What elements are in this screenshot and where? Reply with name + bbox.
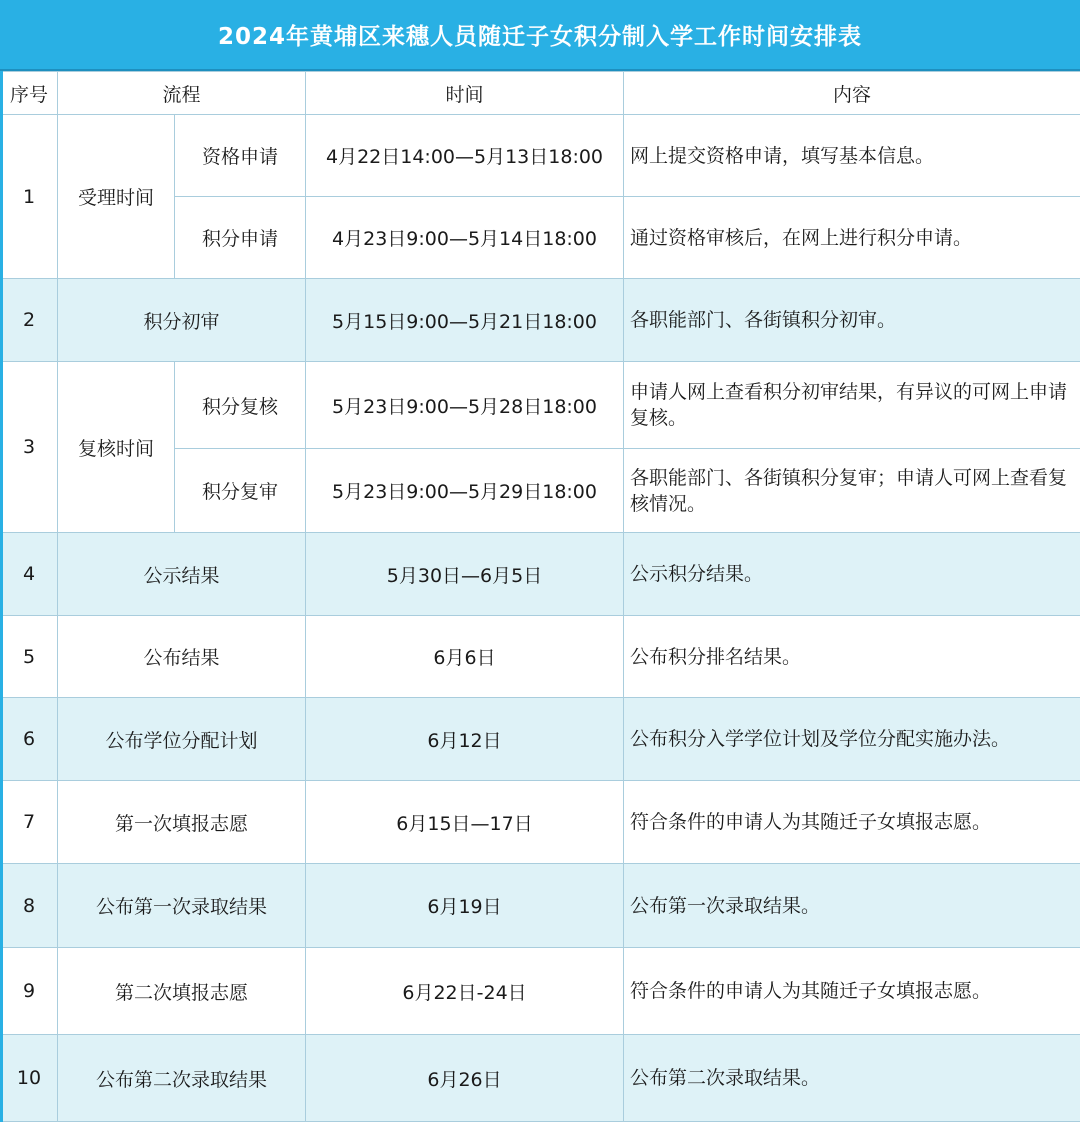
row-step: 公布学位分配计划	[58, 698, 306, 781]
table-row	[1, 781, 1080, 864]
row-index: 9	[1, 948, 58, 1035]
row-step: 公布结果	[58, 616, 306, 698]
header-index: 序号	[1, 72, 58, 115]
row-group: 受理时间	[58, 115, 175, 279]
row-step: 资格申请	[175, 115, 306, 197]
row-content: 公布积分排名结果。	[624, 616, 1080, 698]
header-content: 内容	[624, 72, 1080, 115]
row-index: 4	[1, 533, 58, 616]
header-process: 流程	[58, 72, 306, 115]
row-time: 5月23日9:00—5月28日18:00	[306, 362, 624, 449]
schedule-table	[0, 71, 1080, 1122]
row-time: 5月30日—6月5日	[306, 533, 624, 616]
row-step: 公布第一次录取结果	[58, 864, 306, 948]
row-time: 6月15日—17日	[306, 781, 624, 864]
row-time: 6月26日	[306, 1035, 624, 1122]
header-row	[1, 72, 1080, 115]
row-step: 公示结果	[58, 533, 306, 616]
row-index: 7	[1, 781, 58, 864]
row-index: 1	[1, 115, 58, 279]
row-time: 6月22日-24日	[306, 948, 624, 1035]
table-row	[1, 948, 1080, 1035]
table-row	[1, 698, 1080, 781]
row-step: 第一次填报志愿	[58, 781, 306, 864]
row-index: 2	[1, 279, 58, 362]
row-step: 积分初审	[58, 279, 306, 362]
row-content: 公布第一次录取结果。	[624, 864, 1080, 948]
row-step: 公布第二次录取结果	[58, 1035, 306, 1122]
table-row	[1, 616, 1080, 698]
row-content: 符合条件的申请人为其随迁子女填报志愿。	[624, 781, 1080, 864]
row-index: 3	[1, 362, 58, 533]
header-time: 时间	[306, 72, 624, 115]
row-content: 通过资格审核后，在网上进行积分申请。	[624, 197, 1080, 279]
table-row	[1, 279, 1080, 362]
table-row	[1, 1035, 1080, 1122]
row-index: 6	[1, 698, 58, 781]
table-row	[1, 362, 1080, 449]
table-title: 2024年黄埔区来穗人员随迁子女积分制入学工作时间安排表	[0, 0, 1080, 71]
row-index: 10	[1, 1035, 58, 1122]
row-content: 网上提交资格申请，填写基本信息。	[624, 115, 1080, 197]
row-content: 各职能部门、各街镇积分初审。	[624, 279, 1080, 362]
row-content: 公布第二次录取结果。	[624, 1035, 1080, 1122]
row-content: 各职能部门、各街镇积分复审；申请人可网上查看复核情况。	[624, 449, 1080, 533]
row-time: 5月23日9:00—5月29日18:00	[306, 449, 624, 533]
row-time: 6月6日	[306, 616, 624, 698]
table-row	[1, 115, 1080, 197]
row-content: 公布积分入学学位计划及学位分配实施办法。	[624, 698, 1080, 781]
table-row	[1, 533, 1080, 616]
row-index: 8	[1, 864, 58, 948]
row-step: 积分复审	[175, 449, 306, 533]
row-index: 5	[1, 616, 58, 698]
row-content: 申请人网上查看积分初审结果，有异议的可网上申请复核。	[624, 362, 1080, 449]
row-content: 符合条件的申请人为其随迁子女填报志愿。	[624, 948, 1080, 1035]
row-content: 公示积分结果。	[624, 533, 1080, 616]
table-row	[1, 864, 1080, 948]
row-step: 积分复核	[175, 362, 306, 449]
row-time: 6月12日	[306, 698, 624, 781]
row-time: 5月15日9:00—5月21日18:00	[306, 279, 624, 362]
row-time: 4月22日14:00—5月13日18:00	[306, 115, 624, 197]
row-time: 6月19日	[306, 864, 624, 948]
row-step: 积分申请	[175, 197, 306, 279]
row-group: 复核时间	[58, 362, 175, 533]
row-time: 4月23日9:00—5月14日18:00	[306, 197, 624, 279]
row-step: 第二次填报志愿	[58, 948, 306, 1035]
